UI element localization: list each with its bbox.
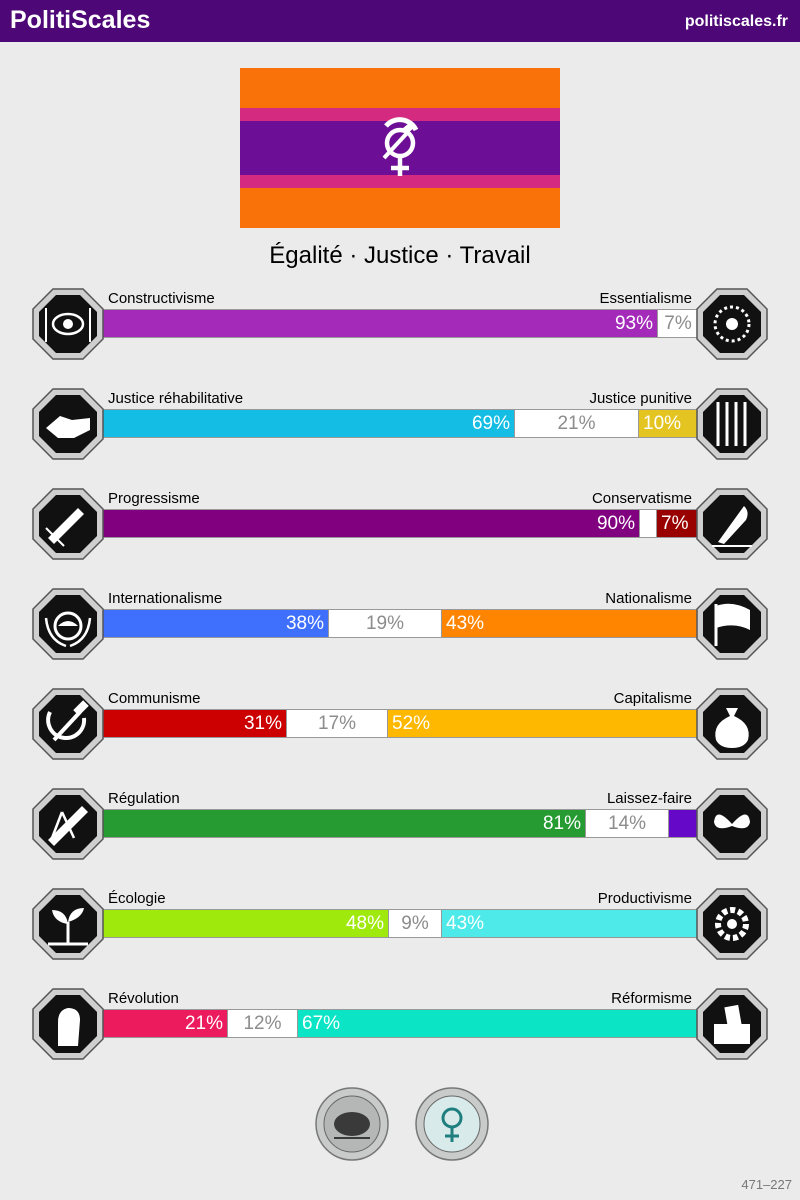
ballot-box-icon (696, 988, 768, 1060)
brain-seal-badge-icon[interactable] (314, 1086, 390, 1162)
axis-right-label: Essentialisme (599, 290, 692, 307)
axis-center-segment: 12% (227, 1010, 298, 1037)
raised-fist-icon (32, 988, 104, 1060)
axis-left-label: Communisme (108, 690, 201, 707)
flag-band-bottom (240, 188, 560, 228)
axis-center-segment: 17% (286, 710, 388, 737)
feminist-fist-badge-icon[interactable] (414, 1086, 490, 1162)
globe-laurel-icon (32, 588, 104, 660)
axis-left-segment: 21% (101, 1010, 227, 1037)
quill-icon (696, 488, 768, 560)
axis-left-label: Justice réhabilitative (108, 390, 244, 407)
axis-bar (100, 1009, 700, 1038)
brand-title[interactable]: PolitiScales (10, 6, 151, 34)
axis-row (0, 384, 800, 484)
axis-bar (100, 509, 700, 538)
axis-row (0, 284, 800, 384)
sprout-icon (32, 888, 104, 960)
axis-bar (100, 409, 700, 438)
flag-icon (696, 588, 768, 660)
gear-icon (696, 888, 768, 960)
top-bar (0, 0, 800, 42)
axis-bar (100, 709, 700, 738)
axis-left-segment: 93% (101, 310, 657, 337)
axis-row (0, 784, 800, 884)
prison-bars-icon (696, 388, 768, 460)
axis-right-segment: 43% (442, 910, 699, 937)
axis-left-label: Écologie (108, 890, 166, 907)
axis-right-segment: 7% (657, 510, 699, 537)
money-bag-icon (696, 688, 768, 760)
axis-bar (100, 609, 700, 638)
axis-center-segment: 21% (514, 410, 639, 437)
axis-right-label: Réformisme (611, 990, 692, 1007)
axis-right-label: Laissez-faire (606, 790, 692, 807)
result-code: 471–227 (741, 1177, 792, 1192)
axis-center-segment: 19% (328, 610, 442, 637)
axis-left-segment: 31% (101, 710, 286, 737)
hammer-sickle-icon (32, 688, 104, 760)
axis-bar (100, 809, 700, 838)
axis-bar (100, 309, 700, 338)
eye-grid-icon (32, 288, 104, 360)
axis-center-segment: 14% (585, 810, 669, 837)
axis-right-segment: 43% (442, 610, 699, 637)
axis-left-segment: 81% (101, 810, 585, 837)
ideology-flag (240, 68, 560, 228)
axis-row (0, 984, 800, 1084)
axis-left-label: Régulation (108, 790, 180, 807)
axis-right-label: Conservatisme (591, 490, 692, 507)
axis-left-label: Internationalisme (108, 590, 223, 607)
axis-left-segment: 90% (101, 510, 639, 537)
axis-right-segment: 67% (298, 1010, 699, 1037)
axis-center-segment: 7% (657, 310, 699, 337)
axis-right-segment (669, 810, 699, 837)
flag-band-top (240, 68, 560, 108)
hammer-sickle-female-icon (370, 116, 430, 180)
axis-left-label: Révolution (108, 990, 179, 1007)
axis-center-segment (639, 510, 657, 537)
axis-row (0, 884, 800, 984)
axis-right-label: Justice punitive (589, 390, 692, 407)
axis-row (0, 684, 800, 784)
axis-left-segment: 69% (101, 410, 514, 437)
axis-right-label: Capitalisme (613, 690, 692, 707)
axis-row (0, 584, 800, 684)
axis-left-label: Constructivisme (108, 290, 215, 307)
axis-right-segment: 10% (639, 410, 699, 437)
rocket-icon (32, 488, 104, 560)
handshake-icon (32, 388, 104, 460)
slogan: Égalité · Justice · Travail (269, 242, 531, 269)
axis-right-segment: 52% (388, 710, 699, 737)
axis-left-label: Progressisme (108, 490, 200, 507)
axis-row (0, 484, 800, 584)
flower-icon (696, 288, 768, 360)
axis-center-segment: 9% (388, 910, 442, 937)
axis-left-segment: 38% (101, 610, 328, 637)
axis-right-label: Nationalisme (605, 590, 692, 607)
site-link[interactable]: politiscales.fr (684, 13, 788, 30)
axis-right-label: Productivisme (597, 890, 692, 907)
ruler-compass-icon (32, 788, 104, 860)
butterflies-icon (696, 788, 768, 860)
axis-bar (100, 909, 700, 938)
axis-left-segment: 48% (101, 910, 388, 937)
